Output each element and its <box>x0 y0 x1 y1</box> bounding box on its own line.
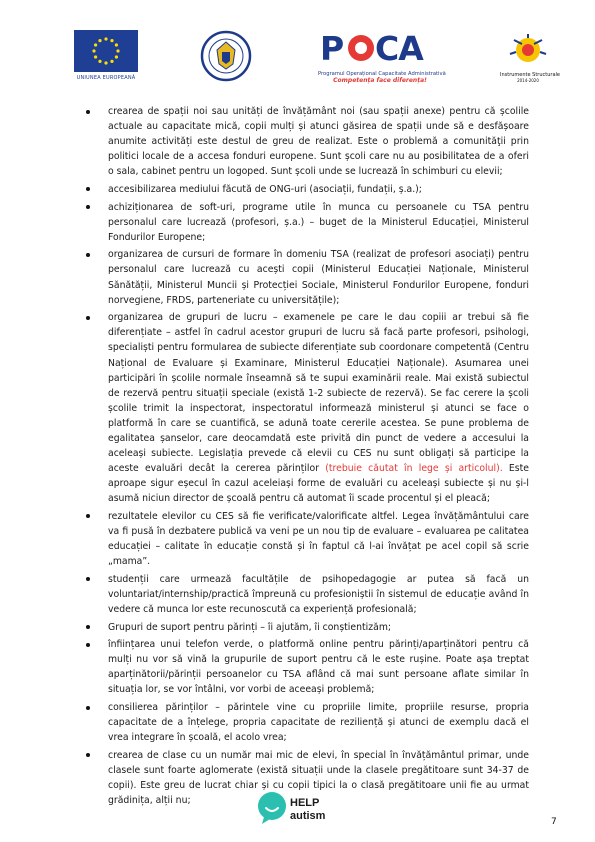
bullet-icon <box>86 514 90 518</box>
eu-caption: UNIUNEA EUROPEANĂ <box>76 75 136 81</box>
svg-text:CA: CA <box>375 30 423 64</box>
romanian-government-logo <box>200 28 252 84</box>
structural-instruments-years: 2014-2020 <box>517 78 539 83</box>
list-item: crearea de spații noi sau unități de învățământ noi (sau spații anexe) pentru că școlile actuale au capacitate mică, copii mulți și atunci găsirea de spații unde să e desfășoare anumite activități este destul de greu de realizat. Este o problemă a comunităţii prin politici locale de a accesa fonduri europene. Sunt școli care nu au posibilitatea de a oferi o sala, cabinet pentru un logoped. Sunt școli unde se lucrează în schimburi cu elevii; <box>84 104 529 179</box>
eu-flag-icon <box>74 30 138 72</box>
structural-instruments-logo <box>500 32 560 86</box>
bullet-icon <box>86 253 90 257</box>
page-body <box>84 104 529 811</box>
bullet-icon <box>86 706 90 710</box>
poca-logo <box>318 30 446 86</box>
list-item: consilierea părinților – părintele vine cu propriile limite, propriile resurse, propria capacitate de a înțelege, propria capacitate de reziliență și atunci de exemplu dacă el vrea integrare în școală, el acolo vrea; <box>84 700 529 745</box>
bullet-icon <box>86 110 90 114</box>
poca-subtitle: Programul Operațional Capacitate Administrativă <box>318 71 446 77</box>
bullet-icon <box>86 643 90 647</box>
star-burst-icon <box>500 32 556 66</box>
list-item: rezultatele elevilor cu CES să fie verificate/valorificate altfel. Legea învățământului care va fi pusă în dezbatere publică va veni pe un nou tip de evaluare – evaluarea pe calitatea educației – calitate în educație constă și în faptul că l-ai învățat pe acel copil să scrie „mama”. <box>84 509 529 569</box>
speech-bubble-icon <box>258 792 286 824</box>
list-item: achiziționarea de soft-uri, programe utile în munca cu persoanele cu TSA pentru personalul care lucrează (profesori, ș.a.) – buget de la Ministerul Educației, Ministerul Fondurilor Europene; <box>84 200 529 245</box>
logo-line-help: HELP <box>290 797 320 809</box>
government-seal-icon <box>200 28 252 84</box>
svg-text:P: P <box>320 30 344 64</box>
list-item: înființarea unui telefon verde, o platformă online pentru părinți/aparținători pentru că mulți nu vor să vină la grupurile de suport pentru că le este rușine. Poate așa treptat aparținătorii/părinții persoanelor cu TSA aflând că mai sunt persoane aflate similar în situația lor, se vor întâlni, vor vorbi de aceeași problemă; <box>84 637 529 697</box>
list-item: accesibilizarea mediului făcută de ONG-uri (asociații, fundații, ș.a.); <box>84 182 529 197</box>
highlighted-note: (trebuie căutat în lege și articolul). <box>325 463 503 475</box>
list-item: Grupuri de suport pentru părinți – îi ajutăm, îi conștientizăm; <box>84 620 529 635</box>
logo-line-autism: autism <box>290 810 326 822</box>
poca-tagline: Competența face diferența! <box>333 77 427 84</box>
bullet-icon <box>86 187 90 191</box>
bullet-icon <box>86 577 90 581</box>
list-item: organizarea de cursuri de formare în domeniu TSA (realizat de profesori asociați) pentru personalul care lucrează cu acești copii (Ministerul Educației Naționale, Ministerul Sănătății, Ministerul Muncii și Protecției Sociale, Ministerul Fondurilor Europene, fonduri norvegiene, FRDS, parteneriate cu universitățile); <box>84 247 529 307</box>
help-autism-logo <box>256 790 326 826</box>
structural-instruments-caption: Instrumente Structurale <box>500 72 560 78</box>
bullet-icon <box>86 753 90 757</box>
bullet-icon <box>86 316 90 320</box>
eu-logo <box>74 30 138 82</box>
page-header <box>0 26 595 88</box>
bullet-icon <box>86 205 90 209</box>
page-number: 7 <box>551 817 557 827</box>
recommendation-list <box>84 104 529 808</box>
poca-wordmark <box>318 30 442 70</box>
list-item: crearea de clase cu un număr mai mic de elevi, în special în învățământul primar, unde clasele sunt foarte aglomerate (există situații unde la clasele pregătitoare sunt 34-37 de copii). Este greu de lucrat chiar și cu copii tipici la o clasă pregătitoare unii fie au urmat grădinița, alții nu; <box>84 748 529 808</box>
bullet-icon <box>86 625 90 629</box>
list-item: studenții care urmează facultățile de psihopedagogie ar putea să facă un voluntariat/internship/practică împreună cu profesioniștii în sistemul de educație având în vedere că munca lor este recunoscută ca experiență profesională; <box>84 572 529 617</box>
list-item: organizarea de grupuri de lucru – examenele pe care le dau copiii ar trebui să fie diferențiate – astfel în cadrul acestor grupuri de lucru să facă parte profesori, psihologi, specialiști pentru formularea de subiecte diferențiate sub coordonare competentă (Centru Național de Evaluare și Examinare, Ministerul Educației Naționale). Asumarea unei participări în școlile normale înseamnă să te supui examinării reale. Mai există subiectul de rezervă pentru situații speciale (există 1-2 subiecte de rezervă). Se fac cerere la școli școlile trimit la inspectorat, inspectoratul informează ministerul și atunci se face o platformă în care se cuantifică, se adună toate cererile acestea. Se pune problema de egalitatea șanselor, care deocamdată este privită din punct de vedere a accesului la aceleași subiecte. Legislația prevede că elevii cu CES nu sunt obligați să participe la aceste evaluări decât la cererea părinților (trebuie căutat în lege și articolul). Este aproape sigur eșecul în cazul aceleiași forme de evaluări cu aceleași subiecte și nu și-l asumă niciun director de școală pentru că automat îi scade procentul și el pleacă; <box>84 310 529 506</box>
